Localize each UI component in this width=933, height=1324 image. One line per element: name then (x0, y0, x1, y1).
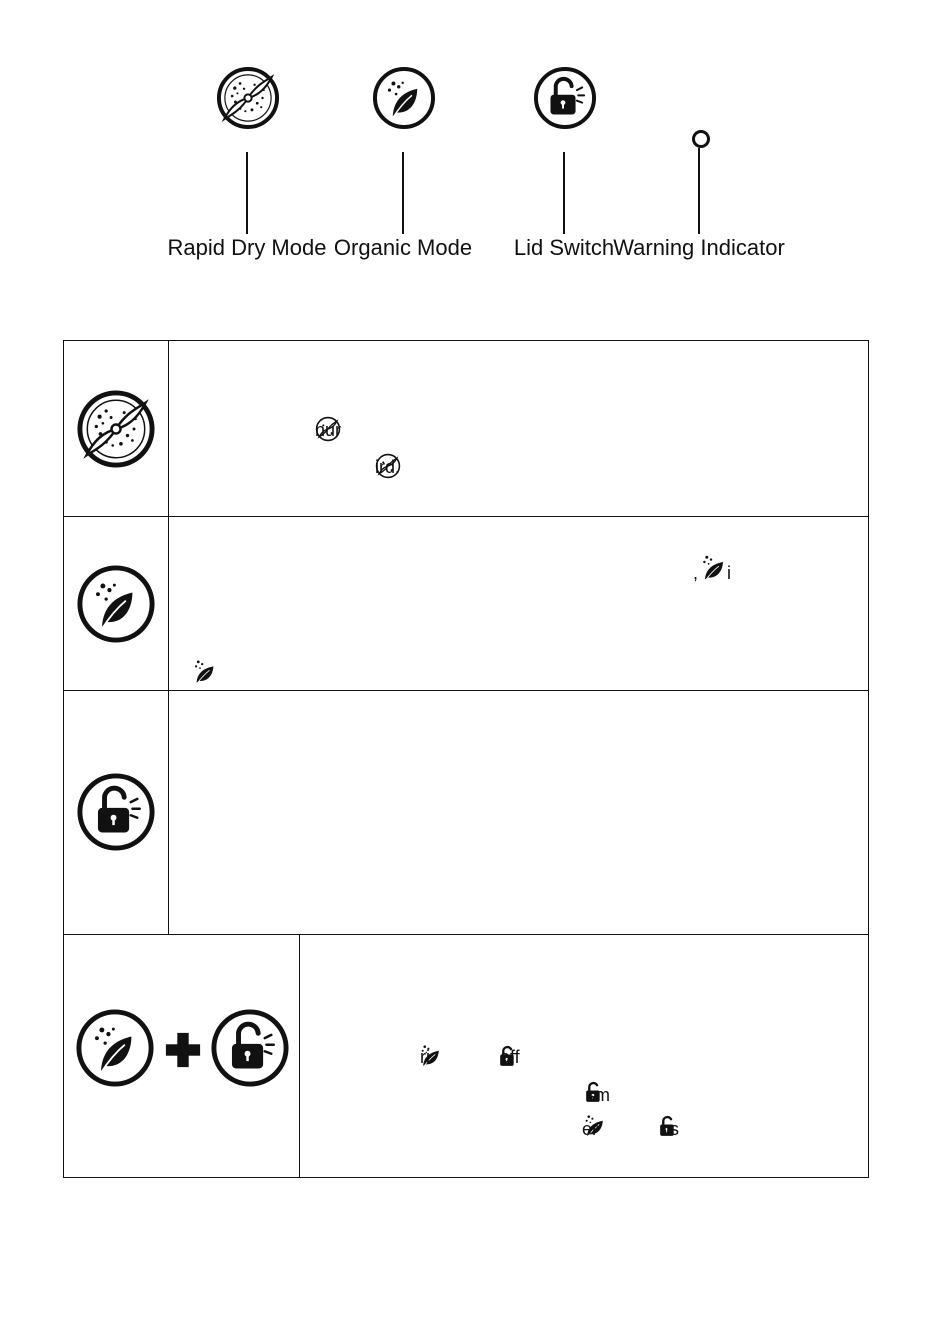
organic-leaf-icon (699, 553, 729, 583)
mode-legend (0, 0, 933, 320)
callout-line (563, 152, 565, 234)
lid-unlock-icon (532, 65, 598, 131)
lid-unlock-icon (75, 771, 157, 853)
legend-rapid-dry (157, 0, 337, 320)
lid-unlock-icon (209, 1007, 291, 1089)
table-row-combo (64, 935, 868, 1177)
text-fragment: , (693, 563, 699, 583)
text-fragment: ird. (375, 457, 401, 477)
organic-leaf-icon (371, 65, 437, 131)
text-fragment: er (582, 1119, 599, 1139)
description-cell (169, 341, 868, 516)
text-fragment: off (500, 1047, 520, 1067)
legend-warning (611, 0, 791, 320)
table-row-organic (64, 517, 868, 691)
icon-cell (64, 341, 169, 516)
text-fragment: sm (586, 1085, 610, 1105)
combo-icon-cell (64, 935, 300, 1177)
description-cell (169, 691, 868, 934)
table-row-lid-switch (64, 691, 868, 935)
rapid-dry-icon (75, 388, 157, 470)
organic-leaf-icon (75, 563, 157, 645)
legend-label-lid-switch: Lid Switch (513, 235, 615, 260)
callout-line (246, 152, 248, 234)
text-fragment: us (660, 1119, 680, 1139)
legend-label-rapid-dry: Rapid Dry Mode (167, 235, 327, 260)
text-fragment: ri (420, 1047, 430, 1067)
callout-line (402, 152, 404, 234)
organic-leaf-icon (74, 1007, 156, 1089)
icon-cell (64, 691, 169, 934)
description-cell (169, 517, 868, 690)
plus-icon (164, 1031, 202, 1069)
legend-organic (313, 0, 493, 320)
description-cell (300, 935, 868, 1177)
mode-table (63, 340, 869, 1178)
rapid-dry-icon (215, 65, 281, 131)
warning-dot-icon (692, 130, 710, 148)
legend-label-warning: Warning Indicator (613, 235, 785, 260)
icon-cell (64, 517, 169, 690)
text-fragment: nur (315, 420, 342, 440)
text-fragment: i (727, 563, 731, 583)
callout-line (698, 148, 700, 234)
table-row-rapid-dry (64, 341, 868, 517)
organic-leaf-icon (191, 657, 219, 687)
legend-label-organic: Organic Mode (333, 235, 473, 260)
